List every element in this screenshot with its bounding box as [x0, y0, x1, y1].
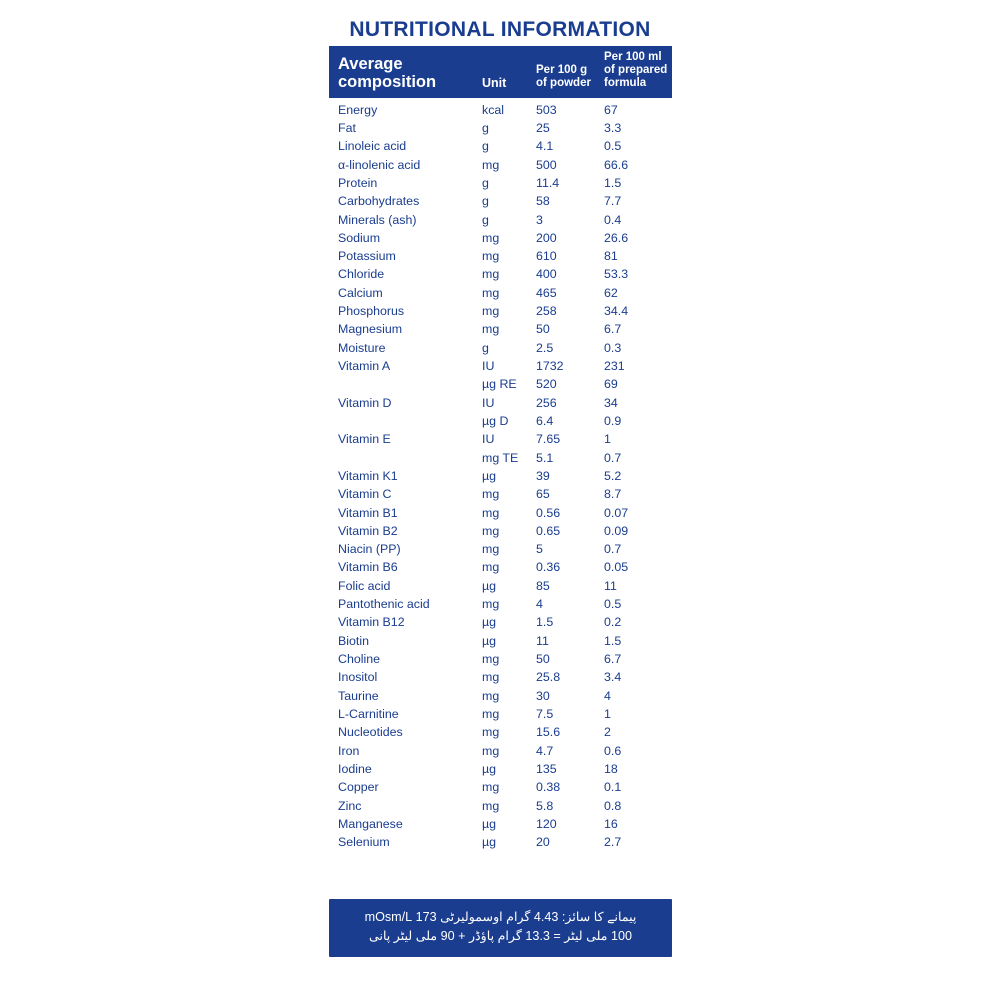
cell-per-100g-powder: 4.1 — [536, 139, 554, 154]
column-header-composition: Average composition — [329, 46, 478, 98]
cell-per-100g-powder: 256 — [536, 395, 557, 410]
cell-unit: mg — [482, 285, 500, 300]
cell-per-100ml-formula: 1 — [604, 706, 611, 721]
table-row — [329, 541, 672, 559]
table-row — [329, 431, 672, 449]
cell-per-100ml-formula: 0.1 — [604, 780, 622, 795]
table-row — [329, 834, 672, 852]
table-row — [329, 138, 672, 156]
table-row — [329, 504, 672, 522]
table-row — [329, 522, 672, 540]
cell-nutrient-name: Calcium — [338, 285, 383, 300]
cell-per-100g-powder: 120 — [536, 816, 557, 831]
cell-unit: µg — [482, 468, 497, 483]
cell-unit: µg — [482, 761, 497, 776]
cell-per-100g-powder: 25.8 — [536, 670, 561, 685]
cell-per-100ml-formula: 3.4 — [604, 670, 622, 685]
cell-nutrient-name: Minerals (ash) — [338, 212, 417, 227]
cell-per-100g-powder: 4 — [536, 597, 543, 612]
cell-per-100ml-formula: 8.7 — [604, 487, 622, 502]
table-row — [329, 614, 672, 632]
cell-per-100g-powder: 500 — [536, 157, 557, 172]
cell-per-100g-powder: 258 — [536, 304, 557, 319]
cell-per-100g-powder: 20 — [536, 835, 550, 850]
table-header — [329, 46, 672, 98]
column-header-unit: Unit — [478, 46, 532, 98]
cell-per-100g-powder: 50 — [536, 322, 550, 337]
cell-unit: mg — [482, 267, 500, 282]
table-row — [329, 412, 672, 430]
cell-per-100g-powder: 1732 — [536, 359, 564, 374]
cell-unit: g — [482, 212, 489, 227]
cell-per-100g-powder: 11 — [536, 633, 549, 648]
cell-unit: IU — [482, 359, 495, 374]
cell-per-100ml-formula: 0.6 — [604, 743, 622, 758]
table-row — [329, 687, 672, 705]
cell-nutrient-name: α-linolenic acid — [338, 157, 421, 172]
table-row — [329, 779, 672, 797]
cell-per-100ml-formula: 11 — [604, 578, 617, 593]
cell-unit: kcal — [482, 102, 505, 117]
cell-nutrient-name: Folic acid — [338, 578, 391, 593]
cell-nutrient-name — [329, 412, 478, 430]
cell-nutrient-name: Magnesium — [338, 322, 403, 337]
cell-unit: IU — [482, 395, 495, 410]
cell-nutrient-name: Chloride — [338, 267, 385, 282]
cell-unit: mg — [482, 249, 500, 264]
table-row — [329, 596, 672, 614]
cell-per-100ml-formula: 26.6 — [604, 230, 629, 245]
table-row — [329, 376, 672, 394]
cell-unit: mg — [482, 597, 500, 612]
table-row — [329, 284, 672, 302]
cell-per-100g-powder: 58 — [536, 194, 550, 209]
table-row — [329, 174, 672, 192]
cell-per-100ml-formula: 0.05 — [604, 560, 629, 575]
cell-nutrient-name: Vitamin B6 — [338, 560, 398, 575]
cell-unit: g — [482, 194, 489, 209]
cell-per-100g-powder: 30 — [536, 688, 550, 703]
page-title: NUTRITIONAL INFORMATION — [349, 18, 651, 41]
cell-unit: mg — [482, 688, 500, 703]
cell-per-100ml-formula: 0.4 — [604, 212, 622, 227]
cell-per-100ml-formula: 2 — [604, 725, 611, 740]
cell-per-100ml-formula: 0.5 — [604, 139, 622, 154]
cell-per-100ml-formula: 0.7 — [604, 542, 622, 557]
cell-unit: mg — [482, 706, 500, 721]
cell-nutrient-name: Choline — [338, 652, 381, 667]
cell-unit: µg — [482, 816, 497, 831]
table-row — [329, 119, 672, 137]
cell-per-100g-powder: 11.4 — [536, 175, 560, 190]
cell-per-100ml-formula: 16 — [604, 816, 618, 831]
cell-nutrient-name: Vitamin A — [338, 359, 391, 374]
cell-nutrient-name: L-Carnitine — [338, 706, 399, 721]
cell-per-100g-powder: 0.65 — [536, 523, 561, 538]
column-header-per-100g-powder: Per 100 g of powder — [532, 46, 600, 98]
cell-unit: mg — [482, 505, 500, 520]
cell-unit: mg — [482, 670, 500, 685]
cell-per-100ml-formula: 0.5 — [604, 597, 622, 612]
cell-per-100g-powder: 2.5 — [536, 340, 554, 355]
cell-unit: µg — [482, 615, 497, 630]
cell-nutrient-name: Pantothenic acid — [338, 597, 430, 612]
table-row — [329, 193, 672, 211]
cell-per-100g-powder: 7.65 — [536, 432, 561, 447]
table-row — [329, 98, 672, 120]
table-row — [329, 760, 672, 778]
table-row — [329, 321, 672, 339]
cell-per-100ml-formula: 53.3 — [604, 267, 629, 282]
table-row — [329, 449, 672, 467]
table-row — [329, 486, 672, 504]
cell-unit: mg — [482, 743, 500, 758]
table-row — [329, 467, 672, 485]
table-row — [329, 357, 672, 375]
cell-per-100ml-formula: 34.4 — [604, 304, 629, 319]
cell-unit: mg — [482, 780, 500, 795]
cell-per-100g-powder: 200 — [536, 230, 557, 245]
cell-nutrient-name: Vitamin K1 — [338, 468, 398, 483]
table-body — [329, 98, 672, 852]
cell-per-100ml-formula: 6.7 — [604, 322, 622, 337]
cell-per-100ml-formula: 1.5 — [604, 633, 622, 648]
cell-unit: g — [482, 340, 489, 355]
cell-nutrient-name: Fat — [338, 120, 356, 135]
column-header-per-100ml-formula: Per 100 ml of prepared formula — [600, 46, 672, 98]
cell-per-100g-powder: 503 — [536, 102, 557, 117]
cell-nutrient-name: Moisture — [338, 340, 386, 355]
table-row — [329, 156, 672, 174]
cell-per-100g-powder: 0.56 — [536, 505, 561, 520]
cell-per-100ml-formula: 0.8 — [604, 798, 622, 813]
cell-unit: IU — [482, 432, 495, 447]
cell-per-100g-powder: 1.5 — [536, 615, 554, 630]
table-row — [329, 559, 672, 577]
cell-nutrient-name: Iodine — [338, 761, 372, 776]
cell-per-100ml-formula: 6.7 — [604, 652, 622, 667]
table-row — [329, 669, 672, 687]
cell-per-100g-powder: 0.38 — [536, 780, 561, 795]
cell-per-100g-powder: 135 — [536, 761, 557, 776]
cell-per-100ml-formula: 5.2 — [604, 468, 622, 483]
cell-per-100ml-formula: 0.7 — [604, 450, 622, 465]
cell-nutrient-name — [329, 376, 478, 394]
table-row — [329, 742, 672, 760]
cell-nutrient-name: Vitamin C — [338, 487, 392, 502]
cell-unit: mg — [482, 523, 500, 538]
cell-nutrient-name: Zinc — [338, 798, 362, 813]
cell-nutrient-name: Potassium — [338, 249, 396, 264]
cell-nutrient-name: Taurine — [338, 688, 379, 703]
cell-per-100ml-formula: 67 — [604, 102, 618, 117]
table-row — [329, 211, 672, 229]
cell-nutrient-name: Copper — [338, 780, 379, 795]
table-row — [329, 303, 672, 321]
cell-per-100ml-formula: 1.5 — [604, 175, 622, 190]
cell-unit: mg — [482, 560, 500, 575]
table-header-row — [329, 46, 672, 98]
cell-unit: µg D — [482, 413, 509, 428]
cell-per-100g-powder: 50 — [536, 652, 550, 667]
cell-per-100g-powder: 6.4 — [536, 413, 554, 428]
footer-line-dilution: 100 ملی لیٹر = 13.3 گرام پاؤڈر + 90 ملی لیٹر پانی — [368, 928, 633, 943]
cell-unit: mg — [482, 157, 500, 172]
nutrition-table — [329, 46, 672, 852]
cell-nutrient-name: Vitamin B1 — [338, 505, 398, 520]
cell-per-100g-powder: 65 — [536, 487, 550, 502]
cell-nutrient-name: Vitamin B2 — [338, 523, 398, 538]
cell-nutrient-name: Protein — [338, 175, 378, 190]
table-row — [329, 339, 672, 357]
cell-unit: µg RE — [482, 377, 517, 392]
cell-nutrient-name: Niacin (PP) — [338, 542, 401, 557]
cell-per-100ml-formula: 62 — [604, 285, 618, 300]
cell-unit: µg — [482, 578, 497, 593]
cell-unit: µg — [482, 633, 497, 648]
cell-per-100g-powder: 7.5 — [536, 706, 554, 721]
table-row — [329, 266, 672, 284]
cell-per-100ml-formula: 1 — [604, 432, 611, 447]
cell-per-100ml-formula: 0.07 — [604, 505, 629, 520]
table-row — [329, 632, 672, 650]
cell-nutrient-name: Vitamin D — [338, 395, 392, 410]
cell-per-100ml-formula: 18 — [604, 761, 618, 776]
cell-per-100g-powder: 5.1 — [536, 450, 554, 465]
cell-nutrient-name: Energy — [338, 102, 378, 117]
cell-unit: mg — [482, 798, 500, 813]
cell-nutrient-name: Vitamin E — [338, 432, 391, 447]
table-row — [329, 650, 672, 668]
cell-nutrient-name: Selenium — [338, 835, 390, 850]
cell-unit: mg — [482, 652, 500, 667]
cell-per-100g-powder: 400 — [536, 267, 557, 282]
cell-unit: g — [482, 139, 489, 154]
cell-per-100ml-formula: 81 — [604, 249, 618, 264]
cell-unit: µg — [482, 835, 497, 850]
table-row — [329, 797, 672, 815]
footer-note — [329, 899, 672, 957]
cell-per-100ml-formula: 0.9 — [604, 413, 622, 428]
table-row — [329, 724, 672, 742]
cell-per-100ml-formula: 34 — [604, 395, 618, 410]
cell-per-100ml-formula: 0.3 — [604, 340, 622, 355]
cell-per-100g-powder: 85 — [536, 578, 550, 593]
cell-nutrient-name: Phosphorus — [338, 304, 405, 319]
cell-nutrient-name: Linoleic acid — [338, 139, 407, 154]
cell-unit: mg — [482, 542, 500, 557]
cell-per-100ml-formula: 0.2 — [604, 615, 622, 630]
table-row — [329, 577, 672, 595]
cell-per-100g-powder: 15.6 — [536, 725, 561, 740]
cell-per-100ml-formula: 231 — [604, 359, 625, 374]
cell-nutrient-name: Vitamin B12 — [338, 615, 405, 630]
cell-per-100ml-formula: 2.7 — [604, 835, 622, 850]
cell-per-100g-powder: 0.36 — [536, 560, 561, 575]
cell-nutrient-name: Biotin — [338, 633, 369, 648]
cell-per-100g-powder: 610 — [536, 249, 557, 264]
cell-per-100g-powder: 465 — [536, 285, 557, 300]
cell-unit: mg TE — [482, 450, 519, 465]
cell-unit: mg — [482, 304, 500, 319]
cell-unit: mg — [482, 487, 500, 502]
cell-unit: mg — [482, 725, 500, 740]
cell-nutrient-name: Nucleotides — [338, 725, 403, 740]
table-row — [329, 229, 672, 247]
table-row — [329, 394, 672, 412]
footer-line-scoop-osmolarity: پیمانے کا سائز: 4.43 گرام اوسمولیرٹی 173 mOsm/L — [364, 910, 637, 924]
cell-per-100g-powder: 5.8 — [536, 798, 554, 813]
cell-unit: g — [482, 120, 489, 135]
cell-nutrient-name — [329, 449, 478, 467]
cell-nutrient-name: Carbohydrates — [338, 194, 420, 209]
cell-per-100ml-formula: 0.09 — [604, 523, 629, 538]
cell-unit: mg — [482, 230, 500, 245]
cell-per-100g-powder: 5 — [536, 542, 543, 557]
cell-unit: g — [482, 175, 489, 190]
cell-per-100ml-formula: 4 — [604, 688, 611, 703]
cell-per-100g-powder: 25 — [536, 120, 550, 135]
cell-per-100ml-formula: 69 — [604, 377, 618, 392]
cell-per-100ml-formula: 66.6 — [604, 157, 629, 172]
cell-per-100g-powder: 520 — [536, 377, 557, 392]
table-row — [329, 815, 672, 833]
cell-unit: mg — [482, 322, 500, 337]
cell-nutrient-name: Inositol — [338, 670, 378, 685]
cell-per-100g-powder: 39 — [536, 468, 550, 483]
cell-per-100g-powder: 4.7 — [536, 743, 554, 758]
table-row — [329, 248, 672, 266]
nutrition-table-wrapper — [329, 46, 672, 852]
cell-per-100g-powder: 3 — [536, 212, 543, 227]
cell-per-100ml-formula: 3.3 — [604, 120, 622, 135]
table-row — [329, 705, 672, 723]
cell-nutrient-name: Iron — [338, 743, 360, 758]
cell-nutrient-name: Sodium — [338, 230, 381, 245]
cell-per-100ml-formula: 7.7 — [604, 194, 622, 209]
cell-nutrient-name: Manganese — [338, 816, 403, 831]
